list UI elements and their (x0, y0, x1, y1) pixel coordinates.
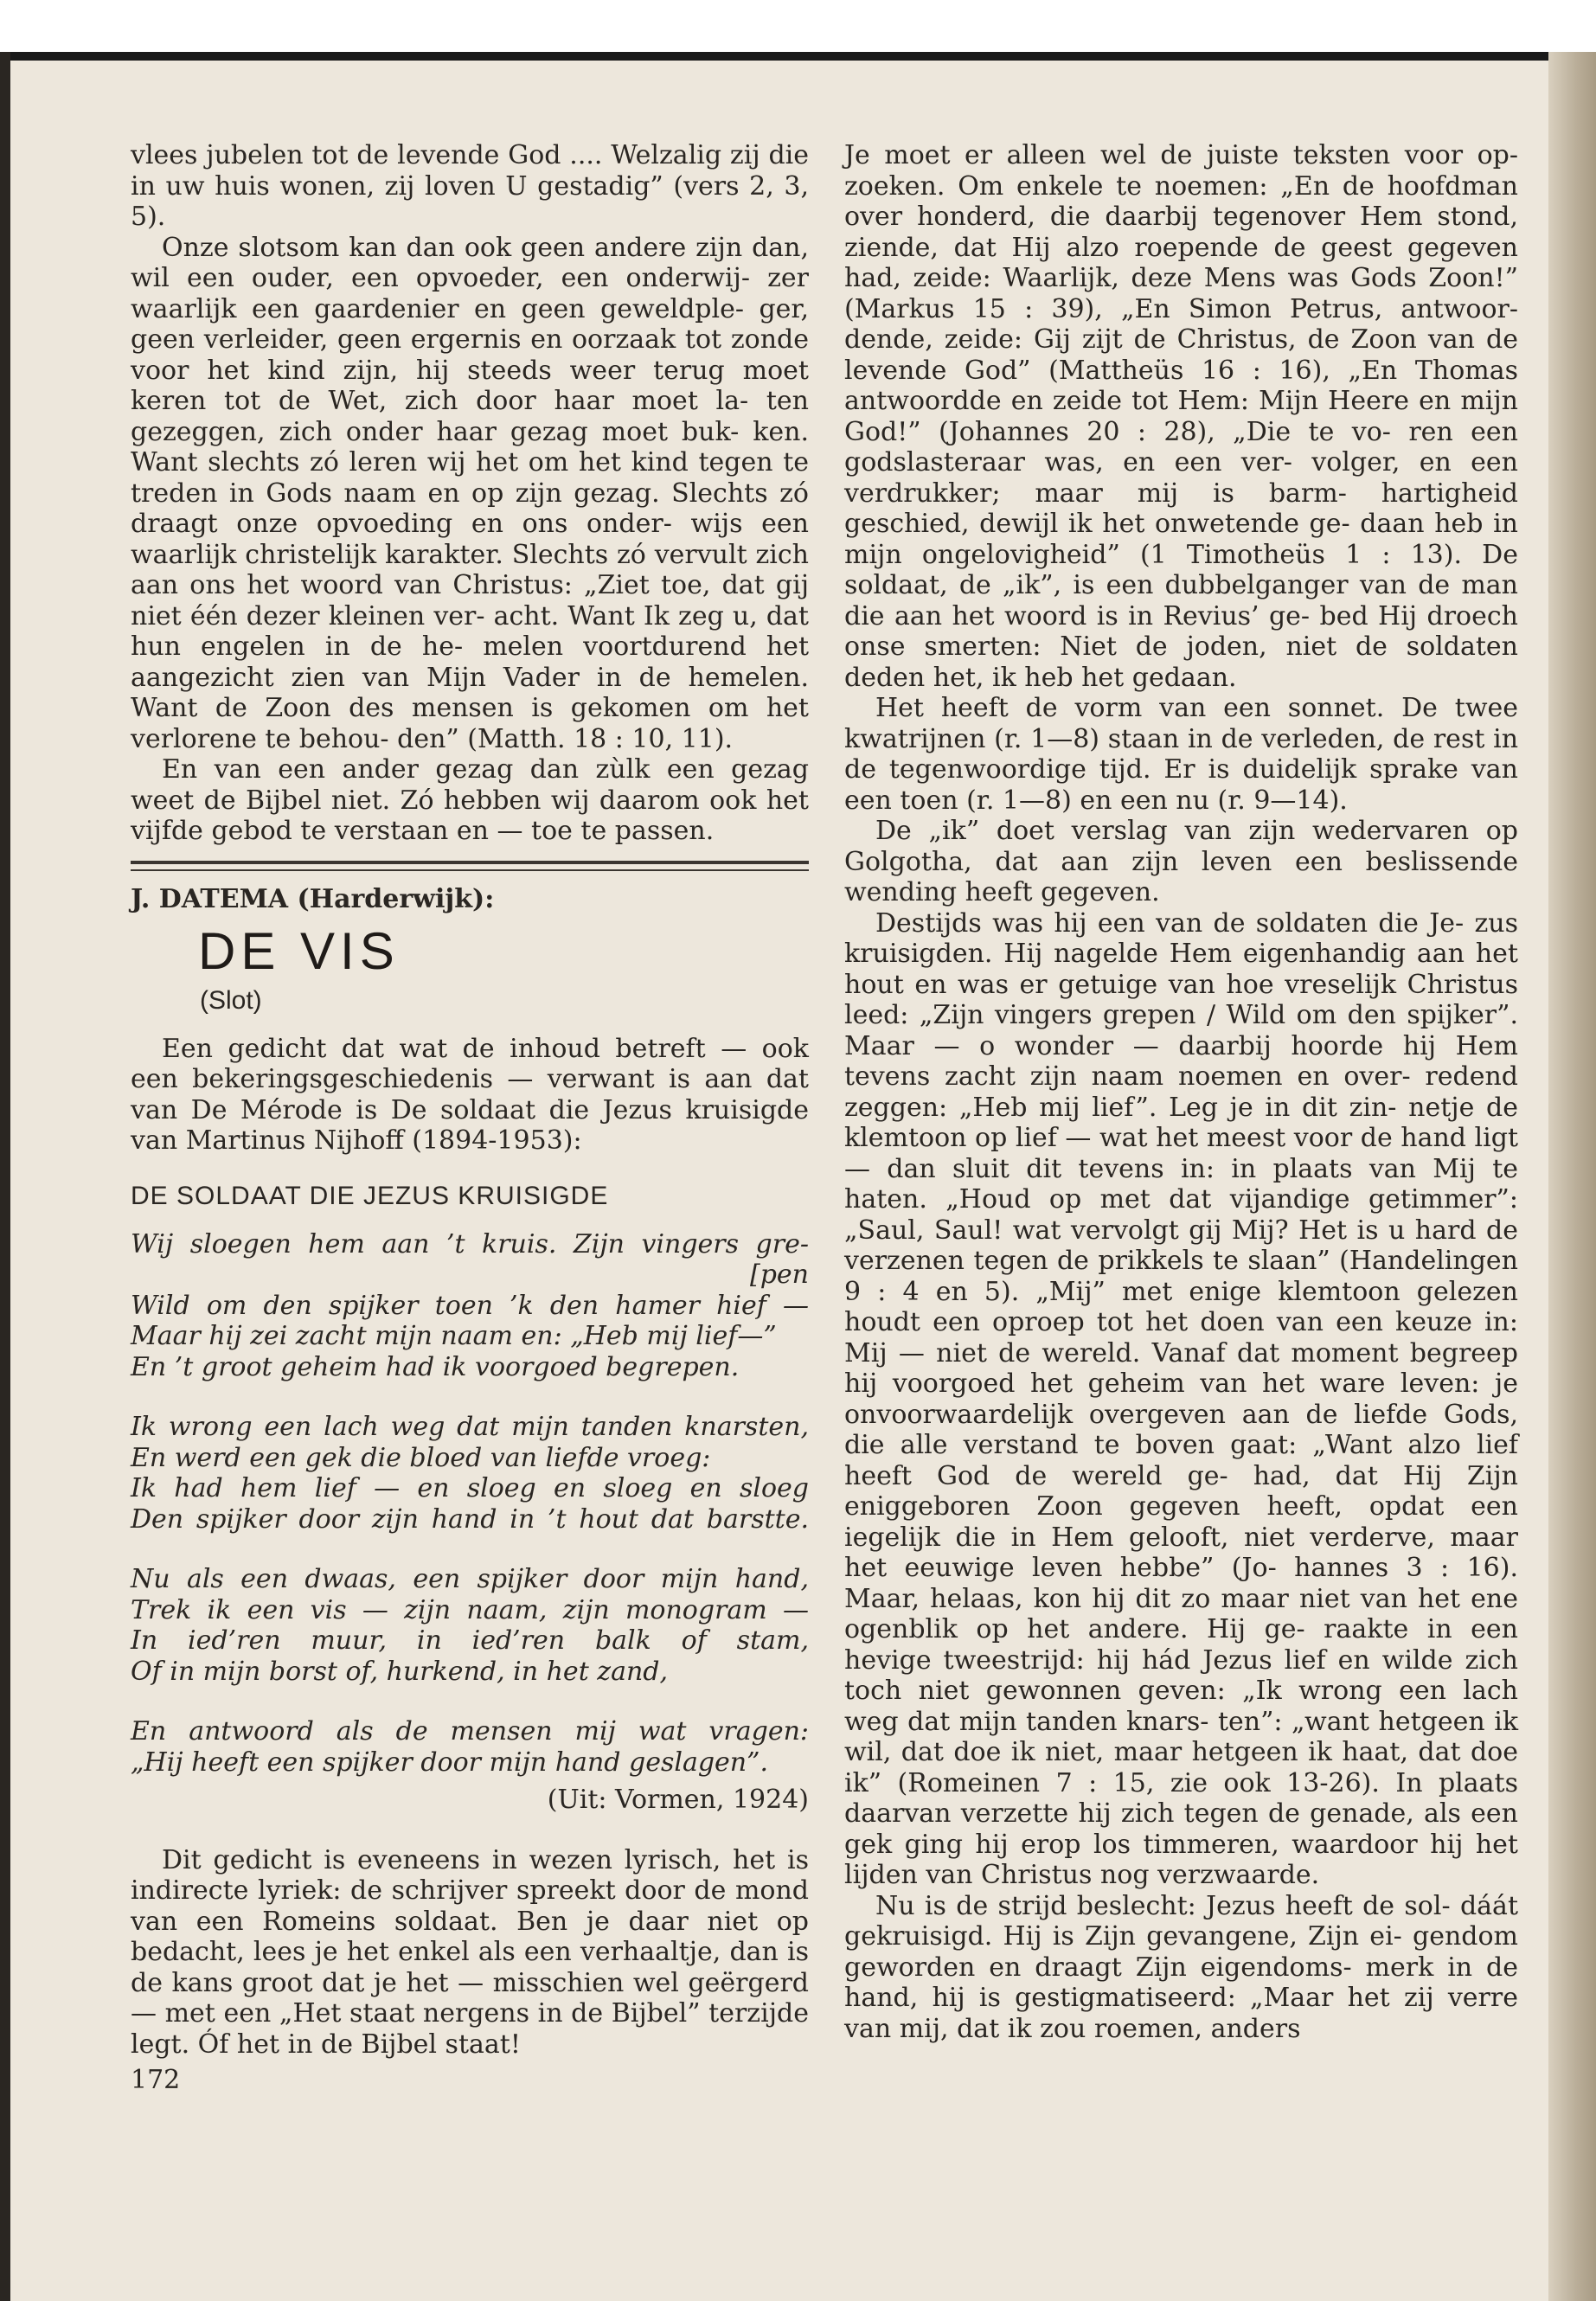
text-line: dáát gekruisigd. Hij is Zijn gevangene, Zijn ei- (844, 1890, 1518, 1952)
book-page (10, 61, 1548, 2301)
poem-line: Wild om den spijker toen ’k den hamer hief — (131, 1290, 809, 1321)
paragraph (844, 693, 1518, 816)
poem-line: Nu als een dwaas, een spijker door mijn hand, (131, 1564, 809, 1594)
text-line: redend zeggen: „Heb mij lief”. Leg je in dit zin- (844, 1061, 1518, 1123)
text-line: rest in de tegenwoordige tijd. Er is duidelijk (844, 723, 1519, 785)
poem-line: Maar hij zei zacht mijn naam en: „Heb mij lief—” (131, 1321, 777, 1351)
text-line: van Mij te haten. „Houd op met dat vijandige (844, 1153, 1519, 1215)
text-line: op bedacht, lees je het enkel als een verhaaltje, (131, 1906, 809, 1967)
text-line: netje de klemtoon op lief — wat het meest voor (844, 1092, 1518, 1153)
text-line: dat moment begreep hij voorgoed het geheim van (844, 1337, 1518, 1399)
text-line: kwatrijnen (r. 1—8) staan in de verleden, de (844, 723, 1426, 754)
text-line: 9—14). (1253, 785, 1348, 816)
text-line: mond van een Romeins soldaat. Ben je daar niet (131, 1875, 809, 1937)
text-line: daan heb in mijn ongelovigheid” (1 Timotheüs (844, 509, 1518, 570)
text-line: weet de Bijbel niet. Zó hebben wij daarom ook (131, 785, 757, 816)
text-line: zer waarlijk een gaardenier en geen geweldple- (131, 263, 809, 324)
text-line: Slechts zó draagt onze opvoeding en ons onder- (131, 478, 809, 539)
text-line: De „ik” doet verslag van zijn wedervaren op (875, 816, 1518, 846)
right-column (844, 140, 1518, 2044)
text-line: getimmer”: „Saul, Saul! wat vervolgt gij Mij? (844, 1184, 1518, 1246)
text-line: verderve, maar het eeuwige leven hebbe” (Jo- (844, 1522, 1518, 1583)
paragraph (131, 140, 809, 233)
text-line: wending heeft gegeven. (844, 877, 1160, 907)
scan-left-edge (0, 52, 10, 2301)
text-line: Dit gedicht is eveneens in wezen lyrisch, het (162, 1844, 776, 1875)
text-line: de levende God” (Mattheüs 16 : 16), „En Thomas (844, 324, 1518, 386)
paragraph (844, 1891, 1518, 2045)
poem-line: En ’t groot geheim had ik voorgoed begrepen. (131, 1351, 740, 1382)
text-line: over honderd, die daarbij tegenover Hem stond, (844, 202, 1518, 232)
text-line: van De Mérode is De soldaat die Jezus kruisigde (131, 1094, 809, 1125)
poem-stanza (131, 1229, 809, 1383)
text-line: ziende, dat Hij alzo roepende de geest gegeven (844, 232, 1518, 263)
poem-line: Den spijker door zijn hand in ’t hout dat barstte. (131, 1503, 809, 1535)
paragraph (131, 233, 809, 755)
poem-stanza (131, 1716, 809, 1778)
text-line: is indirecte lyriek: de schrijver spreekt door de (131, 1844, 809, 1906)
text-line: wijs een waarlijk christelijk karakter. Slechts zó (131, 509, 809, 570)
text-line: den” (Matth. 18 : 10, 11). (397, 723, 734, 754)
poem-line: „Hij heeft een spijker door mijn hand geslagen”. (131, 1747, 768, 1778)
intro-paragraph (131, 1034, 809, 1157)
poem-line: Trek ik een vis — zijn naam, zijn monogram — (131, 1594, 809, 1625)
poem-title: DE SOLDAAT DIE JEZUS KRUISIGDE (131, 1181, 609, 1210)
text-line: een bekeringsgeschiedenis — verwant is aan dat (131, 1064, 809, 1094)
text-line: vlees jubelen tot de levende God .... Welzalig (131, 140, 722, 170)
text-line: Het heeft de vorm van een sonnet. De twee (875, 693, 1518, 723)
text-line: geërgerd — met een „Het staat nergens in de (131, 1967, 809, 2029)
book-spine (1548, 52, 1596, 2301)
text-line: dende, zeide: Gij zijt de Christus, de Zoon van (844, 324, 1475, 355)
poem-line: [pen (750, 1259, 809, 1290)
section-divider-thick (131, 861, 809, 864)
text-line: merk in de hand, hij is gestigmatiseerd: „Maar (844, 1952, 1518, 2013)
paragraph (844, 140, 1518, 693)
text-line: heeft, opdat een iegelijk die in Hem gelooft, niet (844, 1491, 1518, 1553)
text-line: hij zich tegen de genade, als een gek ging hij (844, 1798, 1519, 1860)
page-number: 172 (131, 2065, 181, 2095)
poem-stanza (131, 1564, 809, 1687)
text-line: Mijn Vader in de hemelen. Want de Zoon des (131, 662, 809, 723)
text-line: En van een ander gezag dan zùlk een gezag (162, 754, 809, 785)
paragraph (131, 1845, 809, 2061)
poem-line: En antwoord als de mensen mij wat vragen: (131, 1716, 809, 1747)
poem-stanza (131, 1412, 809, 1535)
text-line: erop los timmeren, waardoor hij het lijden van (844, 1829, 1518, 1890)
text-line: zij die in uw huis wonen, zij loven U gestadig” (131, 140, 809, 202)
text-line: „Ziet toe, dat gij niet één dezer kleinen ver- (131, 570, 809, 631)
article-author: J. DATEMA (Harderwijk): (131, 883, 495, 914)
text-line: aan de liefde Gods, die alle verstand te boven (844, 1399, 1518, 1460)
text-line: het ware leven: je onvoorwaardelijk overgeven (844, 1368, 1518, 1430)
text-line: had, zeide: Waarlijk, deze Mens was Gods Zoon!” (844, 263, 1518, 293)
text-line: Een gedicht dat wat de inhoud betreft — ook (162, 1033, 809, 1064)
scan-top-margin (0, 0, 1596, 57)
text-line: Destijds was hij een van de soldaten die Je- (875, 907, 1465, 939)
text-line: ren een godslasteraar was, en een ver- (844, 416, 1519, 478)
text-line: Christus leed: „Zijn vingers grepen / Wild om (844, 969, 1518, 1030)
text-line: van Martinus Nijhoff (1894-1953): (131, 1125, 582, 1156)
text-line: Christus nog verzwaarde. (981, 1860, 1320, 1890)
text-line: melen voortdurend het aangezicht zien van (131, 631, 809, 693)
text-line: had, dat Hij Zijn eniggeboren Zoon gegeven (844, 1460, 1518, 1522)
text-line: acht. Want Ik zeg u, dat hun engelen in de he- (131, 600, 809, 662)
paragraph (844, 816, 1518, 908)
poem (131, 1229, 809, 1779)
text-line: hannes 3 : 16). Maar, helaas, kon hij dit zo maar (844, 1553, 1518, 1614)
text-line: het hout en was er getuige van hoe vreselijk (844, 939, 1518, 1000)
text-line: dan is de kans groot dat je het — misschien wel (131, 1937, 809, 1998)
article-title: DE VIS (198, 921, 400, 980)
text-line: (Markus 15 : 39), „En Simon Petrus, antwoor- (844, 293, 1518, 324)
text-line: sprake van een toen (r. 1—8) en een nu (r. (844, 754, 1518, 816)
text-line: van een keuze in: Mij — niet de wereld. Vanaf (844, 1307, 1518, 1368)
text-line: bed Hij droech onse smerten: Niet de joden, niet (844, 600, 1518, 662)
scan-top-edge (0, 52, 1596, 61)
text-line: volger, en een verdrukker; maar mij is barm- (844, 447, 1518, 509)
text-line: raakte in een hevige tweestrijd: hij hád Jezus (844, 1614, 1518, 1676)
text-line: ger, geen verleider, geen ergernis en oorzaak tot (131, 293, 809, 355)
text-line: gendom geworden en draagt Zijn eigendoms- (844, 1921, 1519, 1983)
text-line: mensen is gekomen om het verlorene te behou- (131, 693, 809, 754)
text-line: ten gezeggen, zich onder haar gezag moet buk- (131, 386, 809, 447)
text-line: de soldaten deden het, ik heb het gedaan. (844, 631, 1518, 693)
text-line: de hand ligt — dan sluit dit tevens in: in plaats (844, 1123, 1519, 1184)
poem-line: In ied’ren muur, in ied’ren balk of stam, (131, 1625, 809, 1656)
text-line: den spijker”. Maar — o wonder — daarbij hoorde (844, 1000, 1518, 1061)
text-line: het vijfde gebod te verstaan en — toe te passen. (131, 785, 809, 846)
text-line: mijn God!” (Johannes 20 : 28), „Die te vo- (844, 386, 1518, 447)
paragraph (131, 754, 809, 847)
text-line: van de man die aan het woord is in Revius’ ge- (844, 570, 1519, 631)
text-line: dan, wil een ouder, een opvoeder, een onderwij- (131, 232, 810, 293)
text-line: klemtoon gelezen houdt een oproep tot het doen (844, 1276, 1518, 1337)
article-subtitle: (Slot) (200, 985, 262, 1015)
text-line: maar hetgeen ik haat, dat doe ik” (Romeinen (844, 1737, 1518, 1798)
text-line: Je moet er alleen wel de juiste teksten voor op- (844, 140, 1518, 170)
poem-line: Of in mijn borst of, hurkend, in het zand, (131, 1656, 669, 1687)
text-line: Golgotha, dat aan zijn leven een beslissende (844, 846, 1518, 877)
left-column (131, 140, 809, 2096)
text-line: Nu is de strijd beslecht: Jezus heeft de sol- (875, 1890, 1451, 1921)
text-line: hartigheid geschied, dewijl ik het onwetende ge- (844, 478, 1518, 539)
text-line: lief en wilde zich toch niet gewonnen geven: (844, 1644, 1518, 1706)
text-line: ken. Want slechts zó leren wij het om het kind (131, 416, 809, 478)
text-line: zoeken. Om enkele te noemen: „En de hoofdman (844, 170, 1518, 202)
text-line: gaat: „Want alzo lief heeft God de wereld ge- (844, 1430, 1518, 1491)
text-line: tegen te treden in Gods naam en op zijn gezag. (131, 447, 809, 509)
poem-line: Wij sloegen hem aan ’t kruis. Zijn vingers gre- (131, 1228, 809, 1259)
text-line: Het is u hard de verzenen tegen de prikkels te (844, 1215, 1518, 1276)
poem-line: En werd een gek die bloed van liefde vroeg: (131, 1442, 711, 1473)
text-line: (vers 2, 3, 5). (131, 170, 809, 232)
text-line: moet keren tot de Wet, zich door haar moet la- (131, 355, 809, 416)
text-line: hij Hem tevens zacht zijn naam noemen en over- (844, 1030, 1518, 1092)
paragraph (844, 908, 1518, 1891)
text-line: slaan” (Handelingen 9 : 4 en 5). „Mij” met enige (844, 1246, 1518, 1307)
text-line: Bijbel” terzijde legt. Óf het in de Bijbel staat! (131, 1998, 809, 2060)
text-line: vervult zich aan ons het woord van Christus: (131, 539, 809, 600)
text-line: 7 : 15, zie ook 13-26). In plaats daarvan verzette (844, 1767, 1518, 1829)
text-line: ten”: „want hetgeen ik wil, dat doe ik niet, (844, 1706, 1519, 1767)
text-line: antwoordde en zeide tot Hem: Mijn Heere en (844, 386, 1452, 416)
text-line: zus kruisigden. Hij nagelde Hem eigenhandig aan (844, 907, 1519, 969)
poem-line: Ik wrong een lach weg dat mijn tanden knarsten, (131, 1412, 809, 1442)
text-line: 1 : 13). De soldaat, de „ik”, is een dubbelganger (844, 539, 1518, 600)
section-divider-thin (131, 869, 809, 871)
text-line: „Ik wrong een lach weg dat mijn tanden knars- (844, 1676, 1518, 1737)
text-line: Onze slotsom kan dan ook geen andere zijn (162, 232, 743, 263)
text-line: zonde voor het kind zijn, hij steeds weer terug (131, 324, 809, 386)
poem-source: (Uit: Vormen, 1924) (547, 1785, 809, 1815)
text-line: het zij verre van mij, dat ik zou roemen, anders (844, 1983, 1518, 2044)
text-line: niet van het ene ogenblik op het andere. Hij ge- (844, 1583, 1518, 1644)
poem-line: Ik had hem lief — en sloeg en sloeg en sloeg (131, 1473, 809, 1503)
